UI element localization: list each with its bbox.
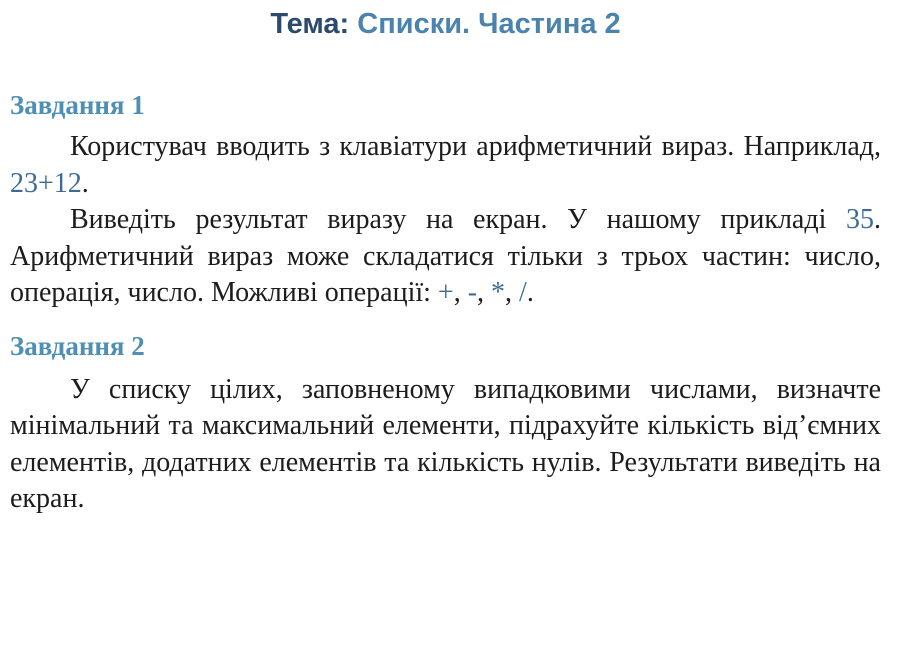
task-1-intro-text: Користувач вводить з клавіатури арифметичний вираз. Наприклад, — [70, 131, 881, 162]
operation-separator: , — [453, 277, 468, 308]
task-2-paragraph: У списку цілих, заповненому випадковими числами, визначте мінімальний та максимальний елементи, підрахуйте кількість від’ємних елементів, додатних елементів та кількість нулів. Результати виведіть на екран. — [10, 373, 881, 514]
example-result: 35 — [846, 204, 874, 235]
example-expression: 23+12 — [10, 167, 82, 199]
operation-separator: , — [505, 277, 520, 308]
task-1-end: . — [526, 277, 534, 308]
operation-separator: , — [477, 277, 492, 308]
task-1-paragraph-2 — [10, 202, 881, 312]
topic-name: Списки. Частина 2 — [357, 8, 621, 40]
task-1-intro-end: . — [81, 167, 89, 199]
task-1-paragraph-1 — [10, 129, 881, 202]
operation-multiply: * — [491, 277, 506, 308]
operation-minus: - — [467, 277, 478, 308]
task-1-output-text: Виведіть результат виразу на екран. У нашому прикладі — [70, 204, 846, 235]
task-1-heading: Завдання 1 — [10, 90, 145, 120]
task-1-rules-text: . Арифметичний вираз може складатися тільки з трьох частин: число, операція, число. Можливі операції: — [10, 204, 881, 308]
operation-plus: + — [437, 277, 454, 308]
task-1-section — [10, 88, 881, 312]
operation-divide: / — [519, 277, 527, 308]
page-title — [10, 0, 881, 42]
task-2-section — [10, 329, 881, 518]
task-2-heading: Завдання 2 — [10, 330, 145, 361]
topic-label: Тема: — [270, 8, 350, 40]
